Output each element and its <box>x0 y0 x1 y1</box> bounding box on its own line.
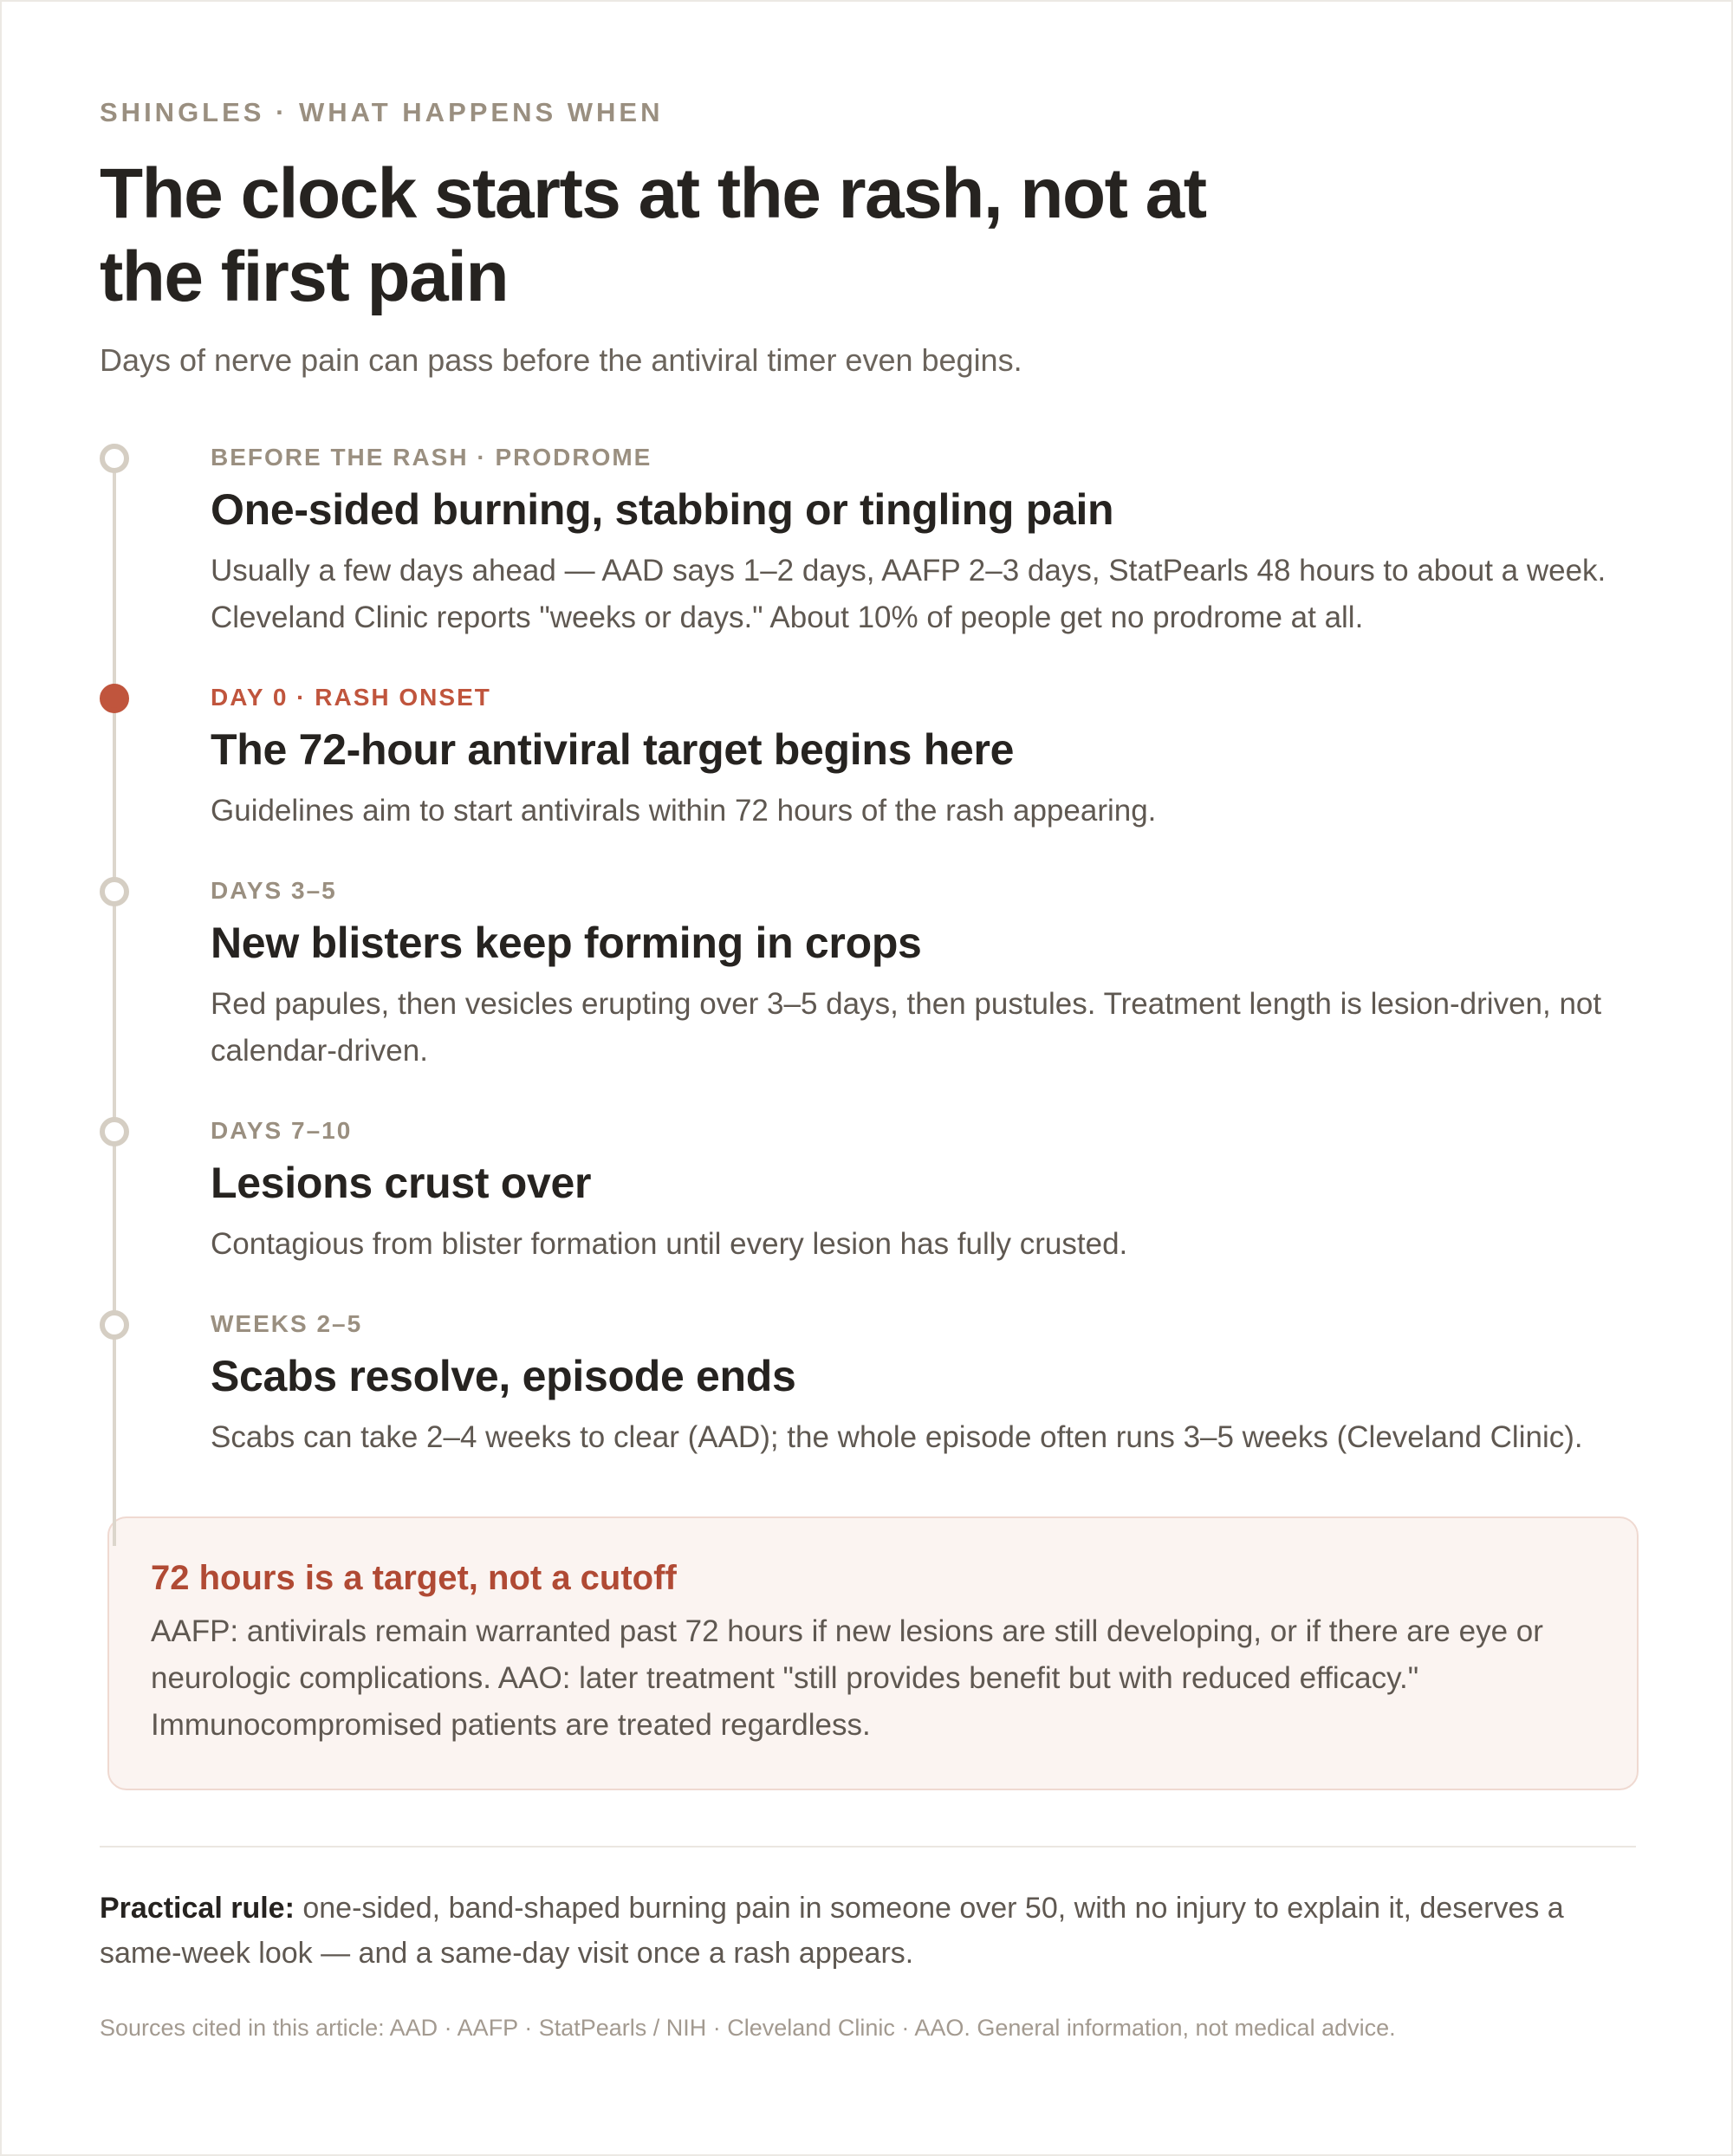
timeline-stage-crusting <box>100 1114 1634 1268</box>
timeline <box>100 440 1634 1461</box>
timeline-marker-icon <box>100 444 129 473</box>
stage-label: WEEKS 2–5 <box>211 1310 363 1337</box>
stage-description: Usually a few days ahead — AAD says 1–2 days, AAFP 2–3 days, StatPearls 48 hours to about a week. Cleveland Clinic reports "weeks or days." About 10% of people get no prodrome at all. <box>211 554 1606 634</box>
stage-description: Red papules, then vesicles erupting over 3–5 days, then pustules. Treatment length is lesion-driven, not calendar-driven. <box>211 987 1602 1068</box>
stage-description: Guidelines aim to start antivirals within 72 hours of the rash appearing. <box>211 794 1157 828</box>
stage-label: DAYS 3–5 <box>211 877 337 904</box>
stage-label: DAY 0 · RASH ONSET <box>211 684 491 711</box>
practical-rule-label: Practical rule: <box>100 1892 295 1925</box>
page-title: The clock starts at the rash, not at the first pain <box>100 154 1206 316</box>
timeline-marker-icon <box>100 877 129 906</box>
stage-label: BEFORE THE RASH · PRODROME <box>211 444 652 471</box>
timeline-stage-resolution <box>100 1307 1634 1461</box>
callout-box <box>107 1516 1639 1790</box>
timeline-marker-icon <box>100 1117 129 1146</box>
timeline-stage-rash-onset <box>100 680 1634 834</box>
stage-label: DAYS 7–10 <box>211 1117 353 1144</box>
stage-title: The 72-hour antiviral target begins here <box>211 725 1015 774</box>
section-kicker: SHINGLES · WHAT HAPPENS WHEN <box>100 97 664 127</box>
timeline-marker-active-icon <box>100 684 129 713</box>
page-subtitle: Days of nerve pain can pass before the antiviral timer even begins. <box>100 342 1022 378</box>
stage-title: One-sided burning, stabbing or tingling pain <box>211 485 1114 534</box>
stage-title: Scabs resolve, episode ends <box>211 1352 796 1400</box>
callout-title: 72 hours is a target, not a cutoff <box>151 1559 677 1597</box>
practical-rule-text: one-sided, band-shaped burning pain in someone over 50, with no injury to explain it, deserves a same-week look — and a same-day visit once a rash appears. <box>100 1892 1564 1970</box>
stage-description: Scabs can take 2–4 weeks to clear (AAD); the whole episode often runs 3–5 weeks (Cleveland Clinic). <box>211 1420 1583 1454</box>
divider <box>100 1846 1636 1848</box>
timeline-stage-prodrome <box>100 440 1634 641</box>
callout-body: AAFP: antivirals remain warranted past 72 hours if new lesions are still developing, or if there are eye or neurologic complications. AAO: later treatment "still provides benefit but with reduced efficacy." Immunocompromised patients are treated regardless. <box>151 1614 1543 1742</box>
timeline-stage-blisters <box>100 873 1634 1075</box>
stage-title: Lesions crust over <box>211 1159 592 1207</box>
stage-title: New blisters keep forming in crops <box>211 919 922 967</box>
sources-note: Sources cited in this article: AAD · AAFP · StatPearls / NIH · Cleveland Clinic · AAO. General information, not medical advice. <box>100 2015 1396 2041</box>
stage-description: Contagious from blister formation until every lesion has fully crusted. <box>211 1227 1128 1261</box>
timeline-marker-icon <box>100 1310 129 1340</box>
practical-rule <box>100 1886 1634 1976</box>
